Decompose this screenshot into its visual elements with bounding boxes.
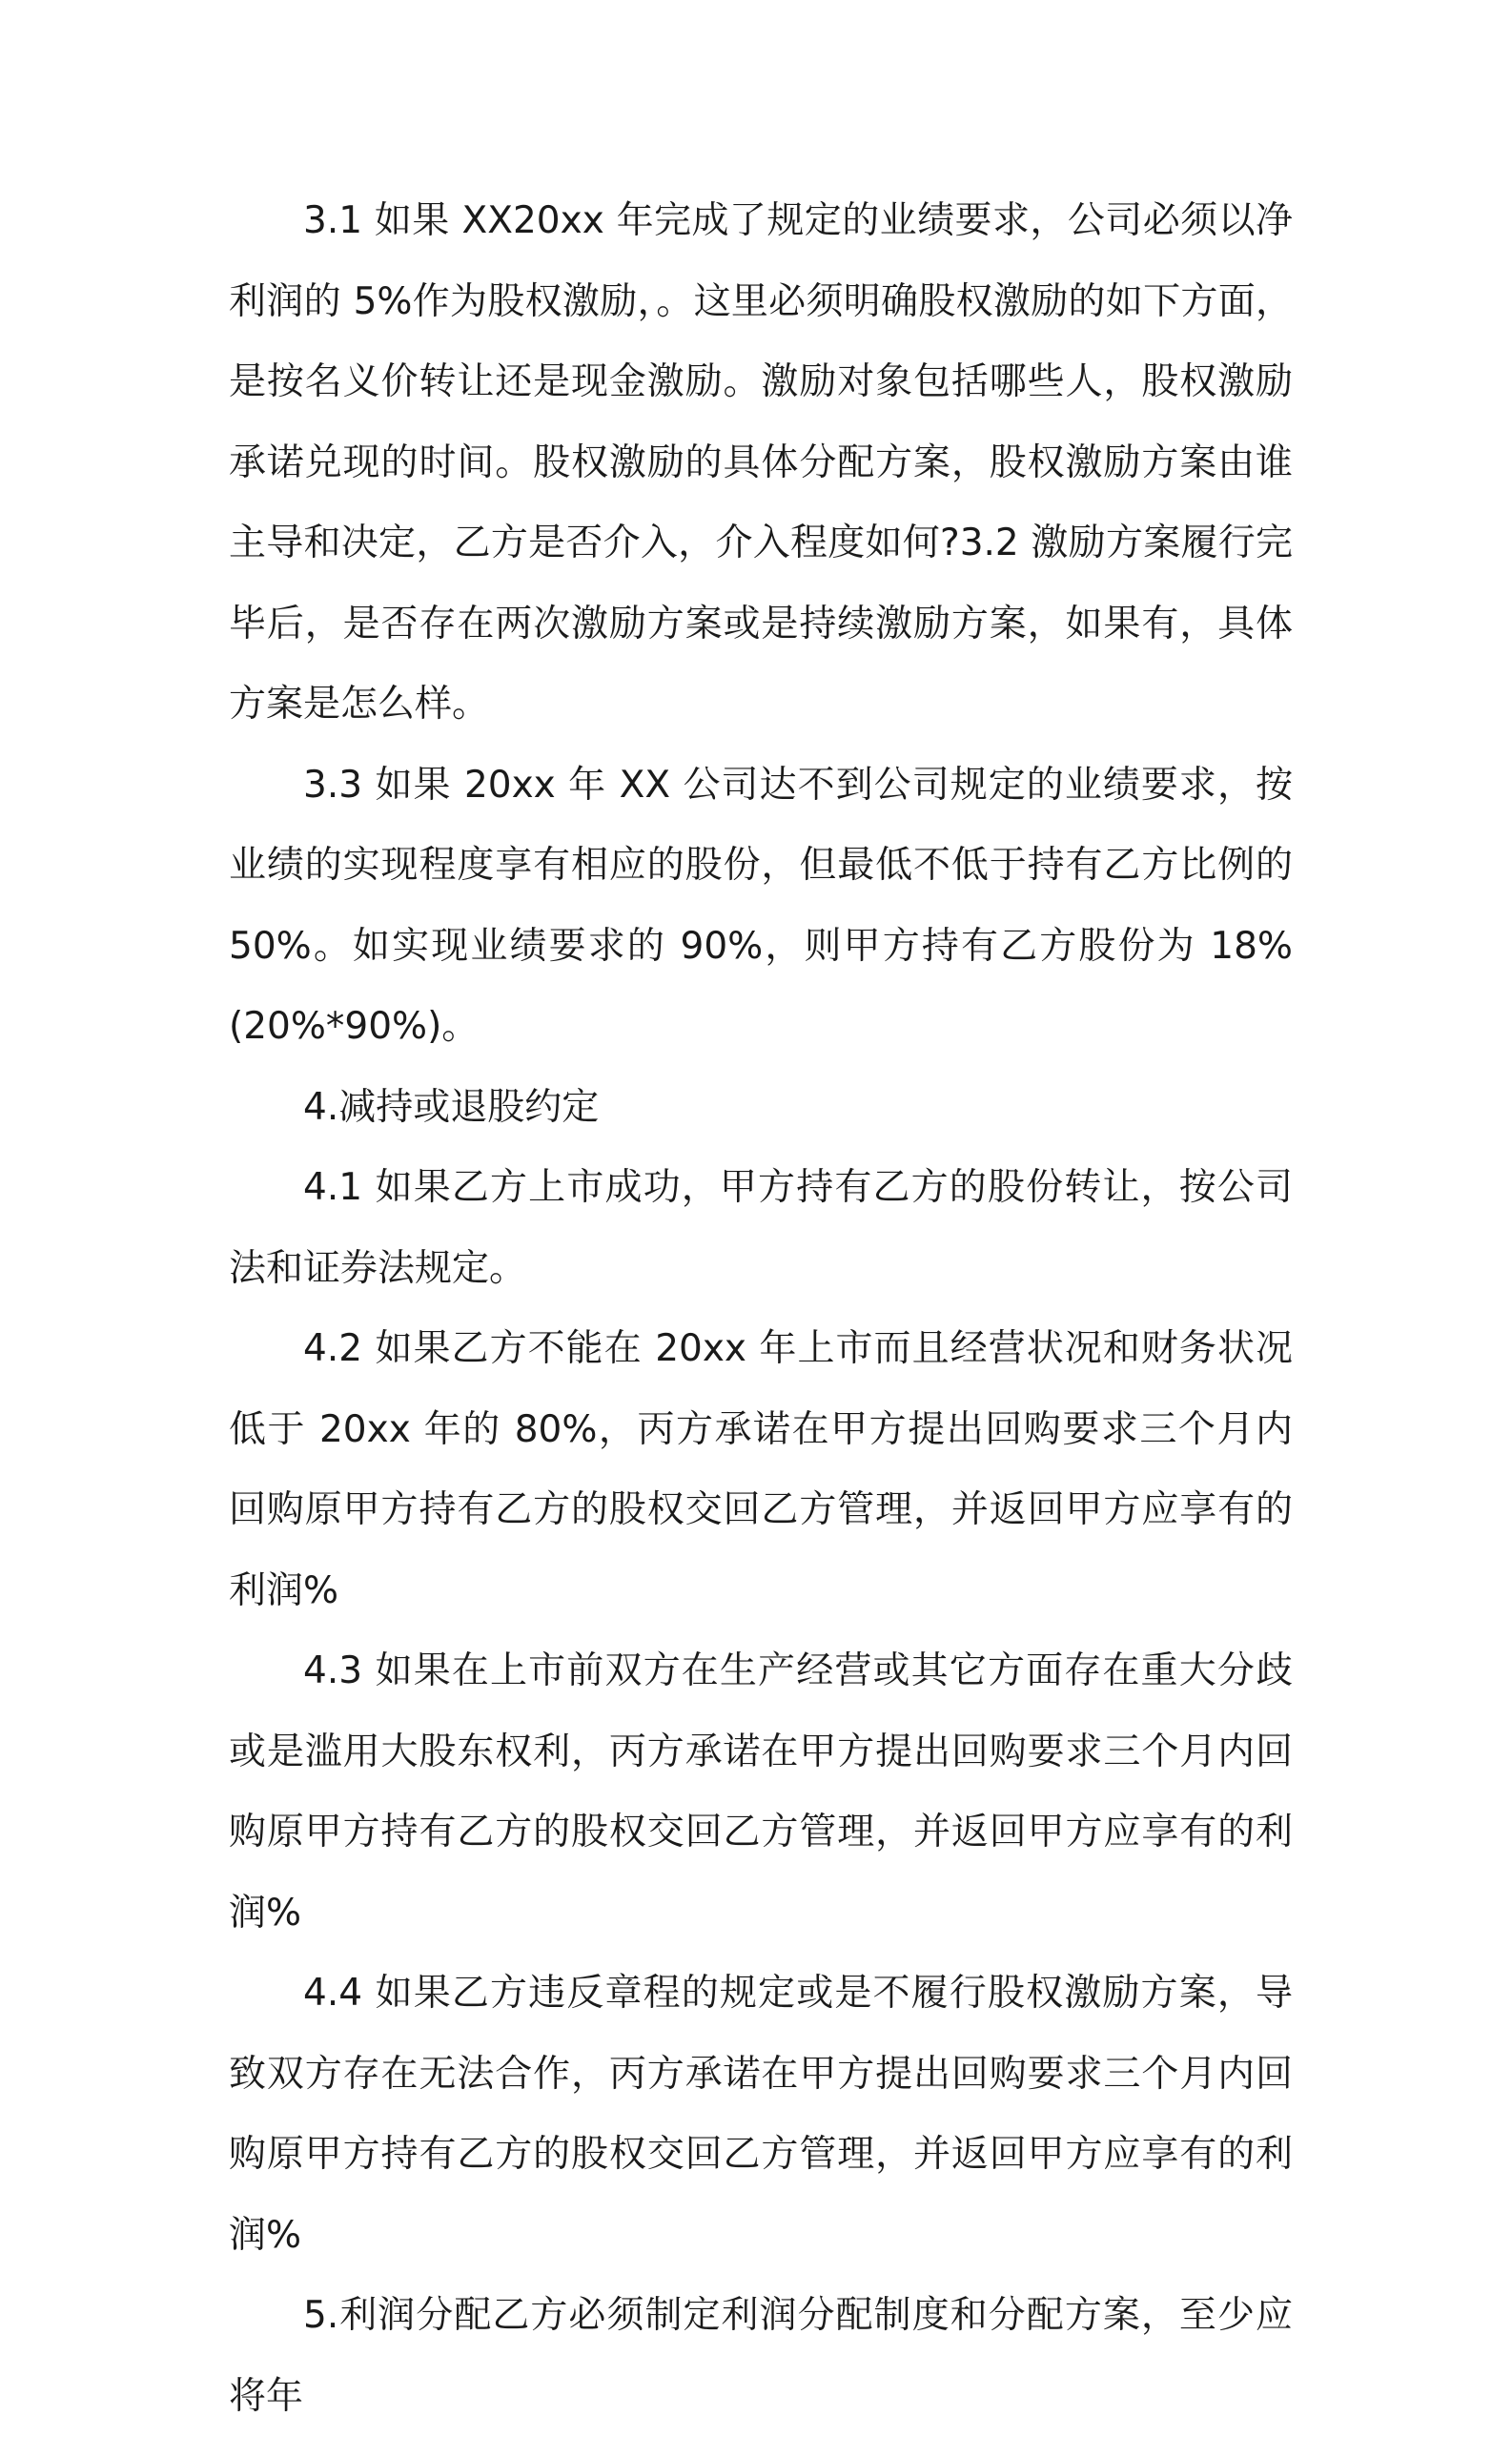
paragraph-3-1: 3.1 如果 XX20xx 年完成了规定的业绩要求，公司必须以净利润的 5%作为股权激励，。这里必须明确股权激励的如下方面，是按名义价转让还是现金激励。激励对象包括哪些人，股权激励承诺兑现的时间。股权激励的具体分配方案，股权激励方案由谁主导和决定，乙方是否介入，介入程度如何?3.2 激励方案履行完毕后，是否存在两次激励方案或是持续激励方案，如果有，具体方案是怎么样。 (229, 199, 1293, 726)
document-body (229, 181, 1293, 2437)
paragraph-5: 5.利润分配乙方必须制定利润分配制度和分配方案，至少应将年 (229, 2294, 1293, 2418)
paragraph-4-3: 4.3 如果在上市前双方在生产经营或其它方面存在重大分歧或是滥用大股东权利，丙方承诺在甲方提出回购要求三个月内回购原甲方持有乙方的股权交回乙方管理，并返回甲方应享有的利润% (229, 1649, 1293, 1935)
paragraph-3-3: 3.3 如果 20xx 年 XX 公司达不到公司规定的业绩要求，按业绩的实现程度享有相应的股份，但最低不低于持有乙方比例的 50%。如实现业绩要求的 90%，则甲方持有乙方股份为 18%(20%*90%)。 (229, 763, 1293, 1048)
section-heading-4: 4.减持或退股约定 (303, 1085, 600, 1129)
paragraph-4-2: 4.2 如果乙方不能在 20xx 年上市而且经营状况和财务状况低于 20xx 年的 80%，丙方承诺在甲方提出回购要求三个月内回购原甲方持有乙方的股权交回乙方管理，并返回甲方应享有的利润% (229, 1327, 1293, 1612)
paragraph-4-1: 4.1 如果乙方上市成功，甲方持有乙方的股份转让，按公司法和证券法规定。 (229, 1166, 1293, 1290)
paragraph-4-4: 4.4 如果乙方违反章程的规定或是不履行股权激励方案，导致双方存在无法合作，丙方承诺在甲方提出回购要求三个月内回购原甲方持有乙方的股权交回乙方管理，并返回甲方应享有的利润% (229, 1972, 1293, 2257)
